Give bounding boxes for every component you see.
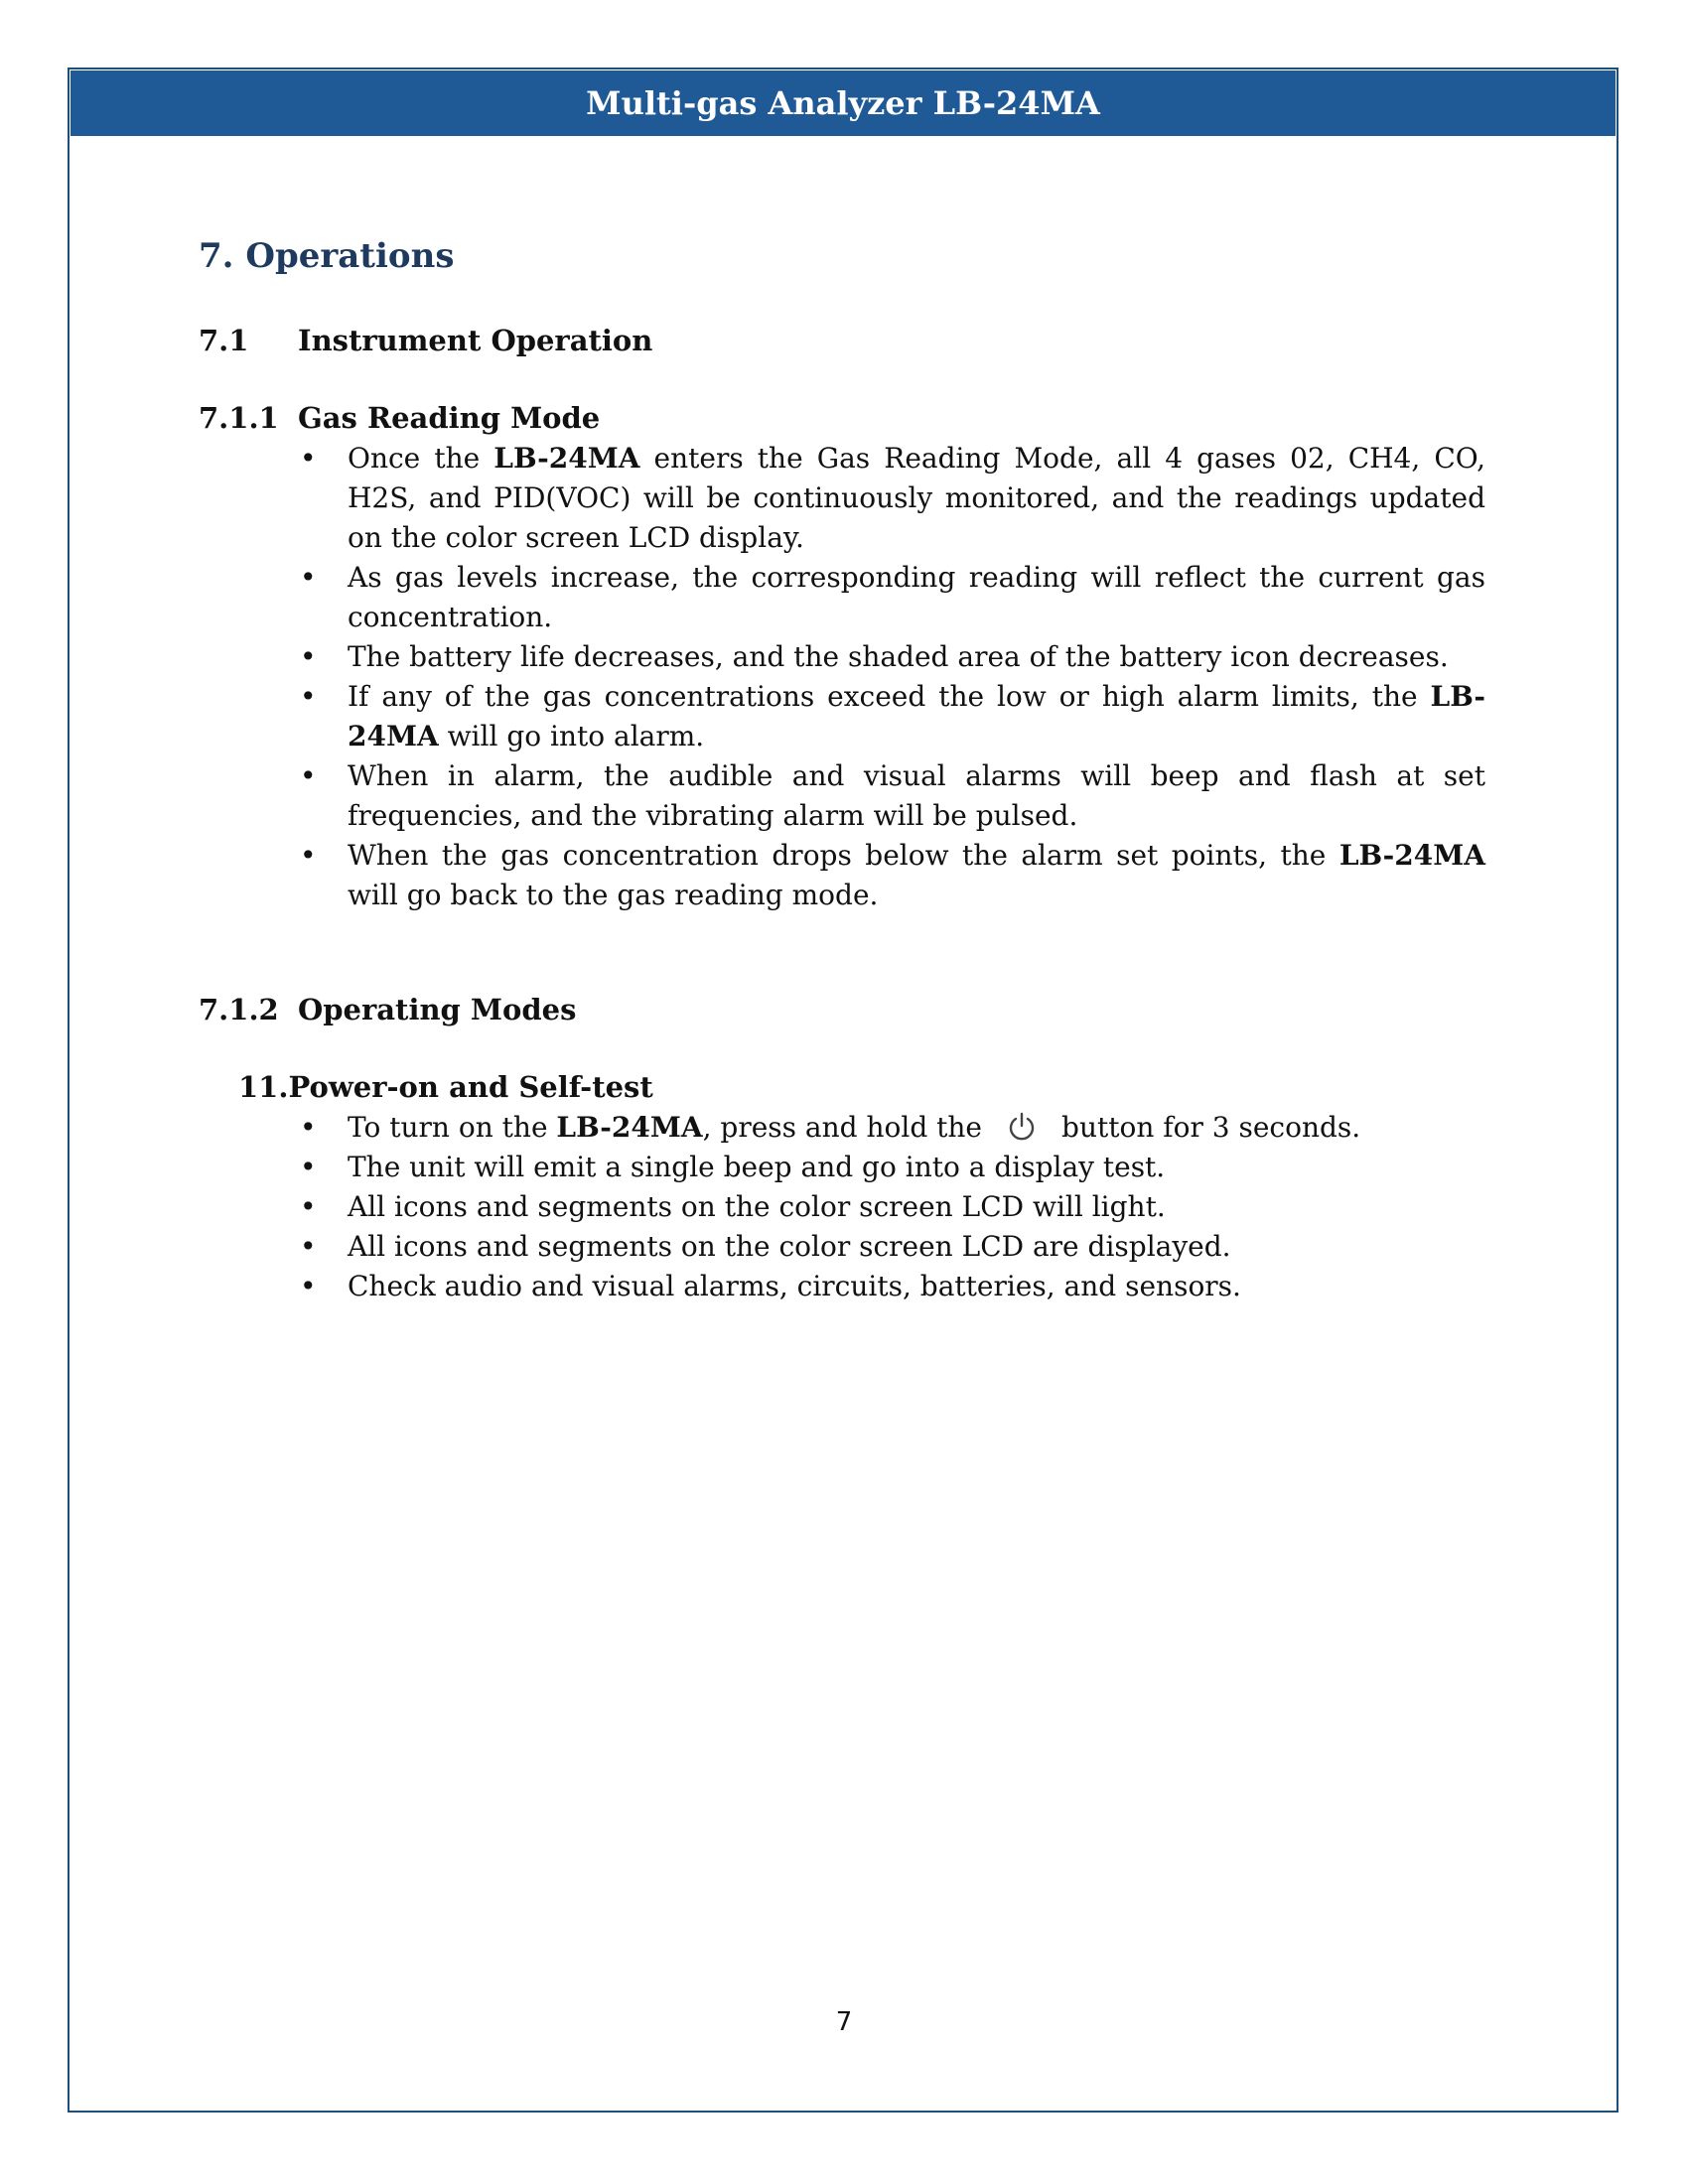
page-number: 7: [835, 2007, 853, 2037]
list-item: • When in alarm, the audible and visual alarms will beep and flash at set frequencies, and the vibrating alarm will be pulsed.: [298, 756, 1485, 836]
power-icon: [1006, 1111, 1038, 1143]
mode-number: 11.: [238, 1070, 289, 1104]
subsection-number: 7.1.1: [199, 401, 279, 435]
list-item: • The battery life decreases, and the shaded area of the battery icon decreases.: [298, 637, 1485, 677]
subsection-title: Gas Reading Mode: [298, 401, 601, 435]
document-header: [70, 70, 1616, 136]
section-title: 7. Operations: [199, 236, 455, 276]
gas-reading-mode-list: [298, 439, 1485, 915]
list-item: • When the gas concentration drops below the alarm set points, the LB-24MA will go back to the gas reading mode.: [298, 836, 1485, 915]
list-item: • Once the LB-24MA enters the Gas Reading Mode, all 4 gases 02, CH4, CO, H2S, and PID(VOC) will be continuously monitored, and the readings updated on the color screen LCD display.: [298, 439, 1485, 558]
list-item: • All icons and segments on the color screen LCD will light.: [298, 1187, 1485, 1227]
subsection-title: Operating Modes: [298, 993, 577, 1026]
subsection-heading-7-1: [199, 324, 652, 357]
document-title: Multi-gas Analyzer LB-24MA: [586, 84, 1100, 122]
mode-title: Power-on and Self-test: [288, 1070, 653, 1104]
list-item: • As gas levels increase, the corresponding reading will reflect the current gas concentration.: [298, 558, 1485, 637]
subsection-number: 7.1.2: [199, 993, 279, 1026]
subsection-number: 7.1: [199, 324, 249, 357]
subsection-heading-7-1-1: [199, 401, 600, 435]
power-on-list: [298, 1108, 1485, 1306]
list-item: • All icons and segments on the color screen LCD are displayed.: [298, 1227, 1485, 1267]
subsection-title: Instrument Operation: [298, 324, 653, 357]
list-item: • If any of the gas concentrations exceed the low or high alarm limits, the LB-24MA will go into alarm.: [298, 677, 1485, 756]
mode-heading-power-on: [238, 1070, 653, 1104]
list-item: • The unit will emit a single beep and go into a display test.: [298, 1148, 1485, 1187]
list-item: • Check audio and visual alarms, circuits, batteries, and sensors.: [298, 1267, 1485, 1306]
subsection-heading-7-1-2: [199, 993, 576, 1026]
list-item: • To turn on the LB-24MA, press and hold the button for 3 seconds.: [298, 1108, 1485, 1148]
